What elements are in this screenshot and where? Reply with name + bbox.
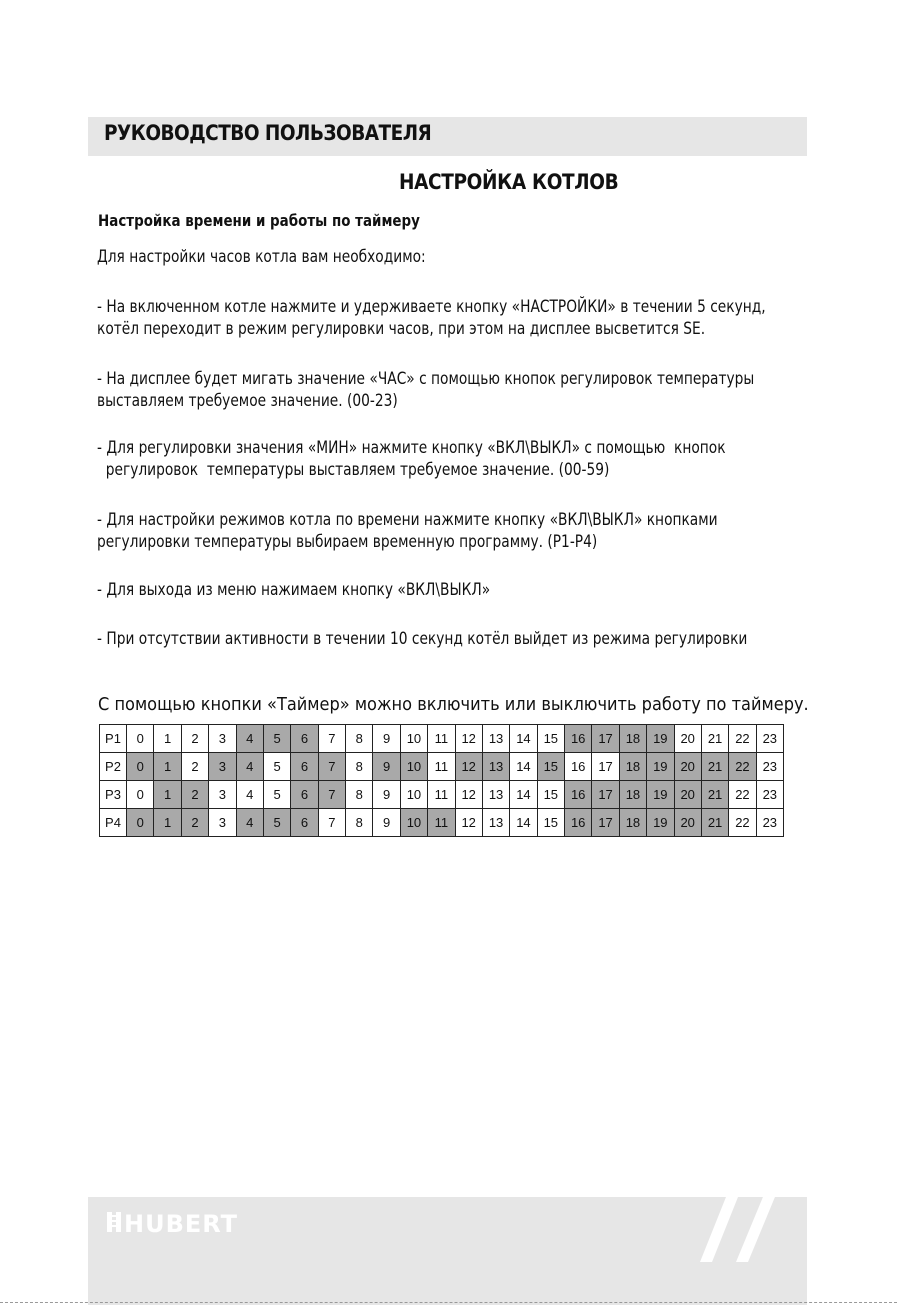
paragraph-line: - На включенном котле нажмите и удерживаете кнопку «НАСТРОЙКИ» в течении 5 секунд,	[97, 297, 766, 317]
hour-cell: 9	[373, 725, 400, 753]
hour-cell: 15	[537, 753, 564, 781]
hour-cell: 10	[400, 753, 427, 781]
paragraph-intro	[97, 246, 426, 268]
paragraph-step-4	[97, 509, 718, 553]
hour-cell: 0	[127, 725, 154, 753]
hubert-logo	[107, 1210, 267, 1236]
paragraph-line: - Для регулировки значения «МИН» нажмите кнопку «ВКЛ\ВЫКЛ» с помощью кнопок	[97, 438, 726, 458]
hour-cell: 3	[209, 753, 236, 781]
hour-cell: 21	[701, 809, 728, 837]
hour-cell: 22	[729, 753, 756, 781]
hour-cell: 23	[756, 781, 783, 809]
hour-cell: 5	[263, 781, 290, 809]
timer-row-p1	[100, 725, 784, 753]
hour-cell: 16	[565, 725, 592, 753]
timer-schedule-table	[99, 724, 784, 837]
hour-cell: 15	[537, 809, 564, 837]
hour-cell: 11	[428, 781, 455, 809]
logo-text: HUBERT	[124, 1210, 239, 1236]
hour-cell: 3	[209, 725, 236, 753]
paragraph-line: Для настройки часов котла вам необходимо:	[97, 247, 426, 267]
hour-cell: 1	[154, 753, 181, 781]
timer-row-p2	[100, 753, 784, 781]
paragraph-step-5	[97, 579, 490, 601]
page-edge-line	[0, 1302, 897, 1303]
timer-row-p3	[100, 781, 784, 809]
hour-cell: 11	[428, 725, 455, 753]
header-title: РУКОВОДСТВО ПОЛЬЗОВАТЕЛЯ	[104, 121, 432, 145]
hour-cell: 0	[127, 753, 154, 781]
hour-cell: 6	[291, 725, 318, 753]
paragraph-line: - При отсутствии активности в течении 10 секунд котёл выйдет из режима регулировки	[97, 629, 748, 649]
program-label: P3	[100, 781, 127, 809]
hour-cell: 7	[318, 781, 345, 809]
hour-cell: 20	[674, 753, 701, 781]
hour-cell: 7	[318, 809, 345, 837]
hour-cell: 18	[619, 753, 646, 781]
hour-cell: 18	[619, 781, 646, 809]
hour-cell: 4	[236, 781, 263, 809]
hour-cell: 21	[701, 753, 728, 781]
hour-cell: 14	[510, 781, 537, 809]
hour-cell: 10	[400, 781, 427, 809]
hour-cell: 1	[154, 725, 181, 753]
hour-cell: 1	[154, 809, 181, 837]
hour-cell: 22	[729, 809, 756, 837]
hour-cell: 13	[482, 809, 509, 837]
hour-cell: 5	[263, 753, 290, 781]
paragraph-line: регулировки температуры выбираем временную программу. (P1-P4)	[97, 532, 598, 552]
hour-cell: 1	[154, 781, 181, 809]
hour-cell: 12	[455, 753, 482, 781]
hour-cell: 20	[674, 809, 701, 837]
hour-cell: 14	[510, 753, 537, 781]
hour-cell: 17	[592, 725, 619, 753]
slash-decoration	[690, 1172, 790, 1267]
hour-cell: 5	[263, 725, 290, 753]
hour-cell: 16	[565, 809, 592, 837]
paragraph-step-3	[97, 437, 726, 481]
hour-cell: 19	[647, 781, 674, 809]
hour-cell: 16	[565, 753, 592, 781]
paragraph-line: - Для настройки режимов котла по времени нажмите кнопку «ВКЛ\ВЫКЛ» кнопками	[97, 510, 718, 530]
hour-cell: 13	[482, 753, 509, 781]
page-title: НАСТРОЙКА КОТЛОВ	[398, 170, 619, 194]
hour-cell: 2	[181, 753, 208, 781]
hour-cell: 9	[373, 809, 400, 837]
hour-cell: 3	[209, 781, 236, 809]
hour-cell: 7	[318, 725, 345, 753]
page-title-wrap	[0, 170, 897, 194]
hour-cell: 4	[236, 725, 263, 753]
hour-cell: 8	[346, 725, 373, 753]
hour-cell: 14	[510, 809, 537, 837]
program-label: P2	[100, 753, 127, 781]
hour-cell: 9	[373, 781, 400, 809]
paragraph-line: регулировок температуры выставляем требуемое значение. (00-59)	[97, 460, 610, 480]
hour-cell: 19	[647, 725, 674, 753]
timer-note: С помощью кнопки «Таймер» можно включить или выключить работу по таймеру.	[98, 694, 809, 715]
hour-cell: 17	[592, 781, 619, 809]
hour-cell: 15	[537, 781, 564, 809]
program-label: P4	[100, 809, 127, 837]
hour-cell: 2	[181, 781, 208, 809]
paragraph-step-2	[97, 368, 754, 412]
paragraph-line: - Для выхода из меню нажимаем кнопку «ВКЛ\ВЫКЛ»	[97, 580, 491, 600]
hour-cell: 7	[318, 753, 345, 781]
paragraph-step-1	[97, 296, 766, 340]
hour-cell: 12	[455, 725, 482, 753]
hour-cell: 8	[346, 809, 373, 837]
hour-cell: 18	[619, 725, 646, 753]
hour-cell: 12	[455, 781, 482, 809]
hour-cell: 22	[729, 781, 756, 809]
hour-cell: 19	[647, 753, 674, 781]
hour-cell: 6	[291, 809, 318, 837]
hour-cell: 21	[701, 725, 728, 753]
hour-cell: 4	[236, 809, 263, 837]
paragraph-line: котёл переходит в режим регулировки часов, при этом на дисплее высветится SE.	[97, 319, 706, 339]
paragraph-line: - На дисплее будет мигать значение «ЧАС» с помощью кнопок регулировок температуры	[97, 369, 755, 389]
hour-cell: 23	[756, 809, 783, 837]
paragraph-step-6	[97, 628, 747, 650]
hour-cell: 3	[209, 809, 236, 837]
paragraph-line: выставляем требуемое значение. (00-23)	[97, 391, 398, 411]
header-band	[88, 117, 807, 156]
hour-cell: 17	[592, 753, 619, 781]
hour-cell: 8	[346, 753, 373, 781]
hour-cell: 23	[756, 725, 783, 753]
hour-cell: 15	[537, 725, 564, 753]
hour-cell: 0	[127, 781, 154, 809]
hour-cell: 11	[428, 753, 455, 781]
hour-cell: 13	[482, 725, 509, 753]
hour-cell: 2	[181, 725, 208, 753]
hour-cell: 18	[619, 809, 646, 837]
hour-cell: 8	[346, 781, 373, 809]
hour-cell: 13	[482, 781, 509, 809]
section-heading: Настройка времени и работы по таймеру	[98, 211, 420, 230]
hour-cell: 12	[455, 809, 482, 837]
hour-cell: 9	[373, 753, 400, 781]
hour-cell: 6	[291, 753, 318, 781]
hour-cell: 21	[701, 781, 728, 809]
hour-cell: 20	[674, 725, 701, 753]
hour-cell: 16	[565, 781, 592, 809]
hour-cell: 20	[674, 781, 701, 809]
hour-cell: 6	[291, 781, 318, 809]
hour-cell: 14	[510, 725, 537, 753]
hour-cell: 5	[263, 809, 290, 837]
hour-cell: 2	[181, 809, 208, 837]
hour-cell: 11	[428, 809, 455, 837]
hour-cell: 17	[592, 809, 619, 837]
hour-cell: 10	[400, 725, 427, 753]
hour-cell: 19	[647, 809, 674, 837]
timer-row-p4	[100, 809, 784, 837]
hour-cell: 0	[127, 809, 154, 837]
hour-cell: 4	[236, 753, 263, 781]
hour-cell: 10	[400, 809, 427, 837]
program-label: P1	[100, 725, 127, 753]
hour-cell: 23	[756, 753, 783, 781]
hour-cell: 22	[729, 725, 756, 753]
